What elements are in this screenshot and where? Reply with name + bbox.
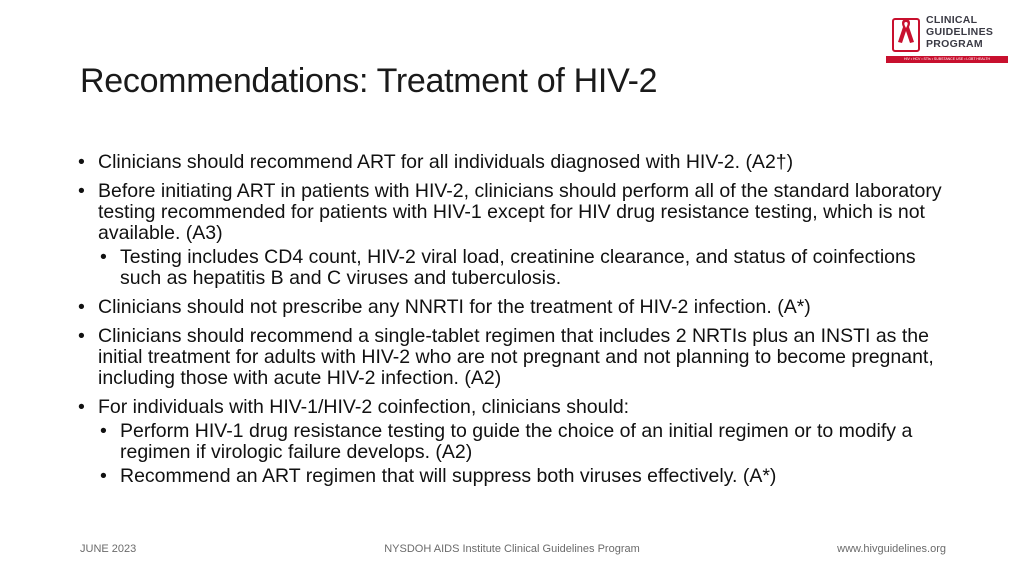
- sub-bullet-item: [98, 247, 956, 289]
- logo-wordmark: [926, 14, 993, 50]
- clinical-guidelines-program-logo: [886, 12, 1008, 64]
- bullet-text: Clinicians should not prescribe any NNRTI for the treatment of HIV-2 infection. (A*): [98, 296, 811, 318]
- bullet-marker: •: [78, 151, 85, 173]
- sub-bullet-text: Testing includes CD4 count, HIV-2 viral load, creatinine clearance, and status of coinfections such as hepatitis B and C viruses and tuberculosis.: [120, 246, 916, 289]
- bullet-item: [76, 297, 956, 318]
- bullet-marker: •: [78, 396, 85, 418]
- sub-bullet-text: Perform HIV-1 drug resistance testing to guide the choice of an initial regimen or to modify a regimen if virologic failure develops. (A2): [120, 420, 913, 463]
- sub-bullet-list: [98, 421, 956, 487]
- logo-tagline-bar: HIV • HCV • STIs • SUBSTANCE USE • LGBT HEALTH: [886, 56, 1008, 63]
- sub-bullet-text: Recommend an ART regimen that will suppress both viruses effectively. (A*): [120, 465, 777, 487]
- sub-bullet-list: [98, 247, 956, 289]
- red-ribbon-icon: [894, 16, 918, 46]
- footer-program: NYSDOH AIDS Institute Clinical Guidelines Program: [384, 543, 640, 555]
- sub-bullet-item: [98, 421, 956, 463]
- bullet-marker: •: [78, 180, 85, 202]
- logo-line-1: CLINICAL: [926, 14, 978, 26]
- bullet-item: [76, 152, 956, 173]
- bullet-text: Clinicians should recommend ART for all individuals diagnosed with HIV-2. (A2†): [98, 151, 794, 173]
- footer-date: JUNE 2023: [80, 543, 137, 555]
- bullet-marker: •: [100, 465, 107, 487]
- sub-bullet-item: [98, 466, 956, 487]
- bullet-text: For individuals with HIV-1/HIV-2 coinfection, clinicians should:: [98, 396, 630, 418]
- bullet-marker: •: [78, 296, 85, 318]
- slide-title: Recommendations: Treatment of HIV-2: [80, 62, 658, 100]
- footer-url[interactable]: www.hivguidelines.org: [837, 543, 946, 555]
- bullet-marker: •: [100, 246, 107, 268]
- recommendations-list: [76, 152, 956, 495]
- bullet-marker: •: [78, 325, 85, 347]
- bullet-item: [76, 397, 956, 487]
- logo-line-3: PROGRAM: [926, 38, 983, 50]
- bullet-item: [76, 181, 956, 289]
- bullet-text: Before initiating ART in patients with HIV-2, clinicians should perform all of the standard laboratory testing recommended for patients with HIV-1 except for HIV drug resistance testing, which is not available. (A3): [98, 180, 942, 244]
- bullet-text: Clinicians should recommend a single-tablet regimen that includes 2 NRTIs plus an INSTI as the initial treatment for adults with HIV-2 who are not pregnant and not planning to become pregnant, including those with acute HIV-2 infection. (A2): [98, 325, 934, 389]
- bullet-marker: •: [100, 420, 107, 442]
- bullet-item: [76, 326, 956, 389]
- logo-line-2: GUIDELINES: [926, 26, 994, 38]
